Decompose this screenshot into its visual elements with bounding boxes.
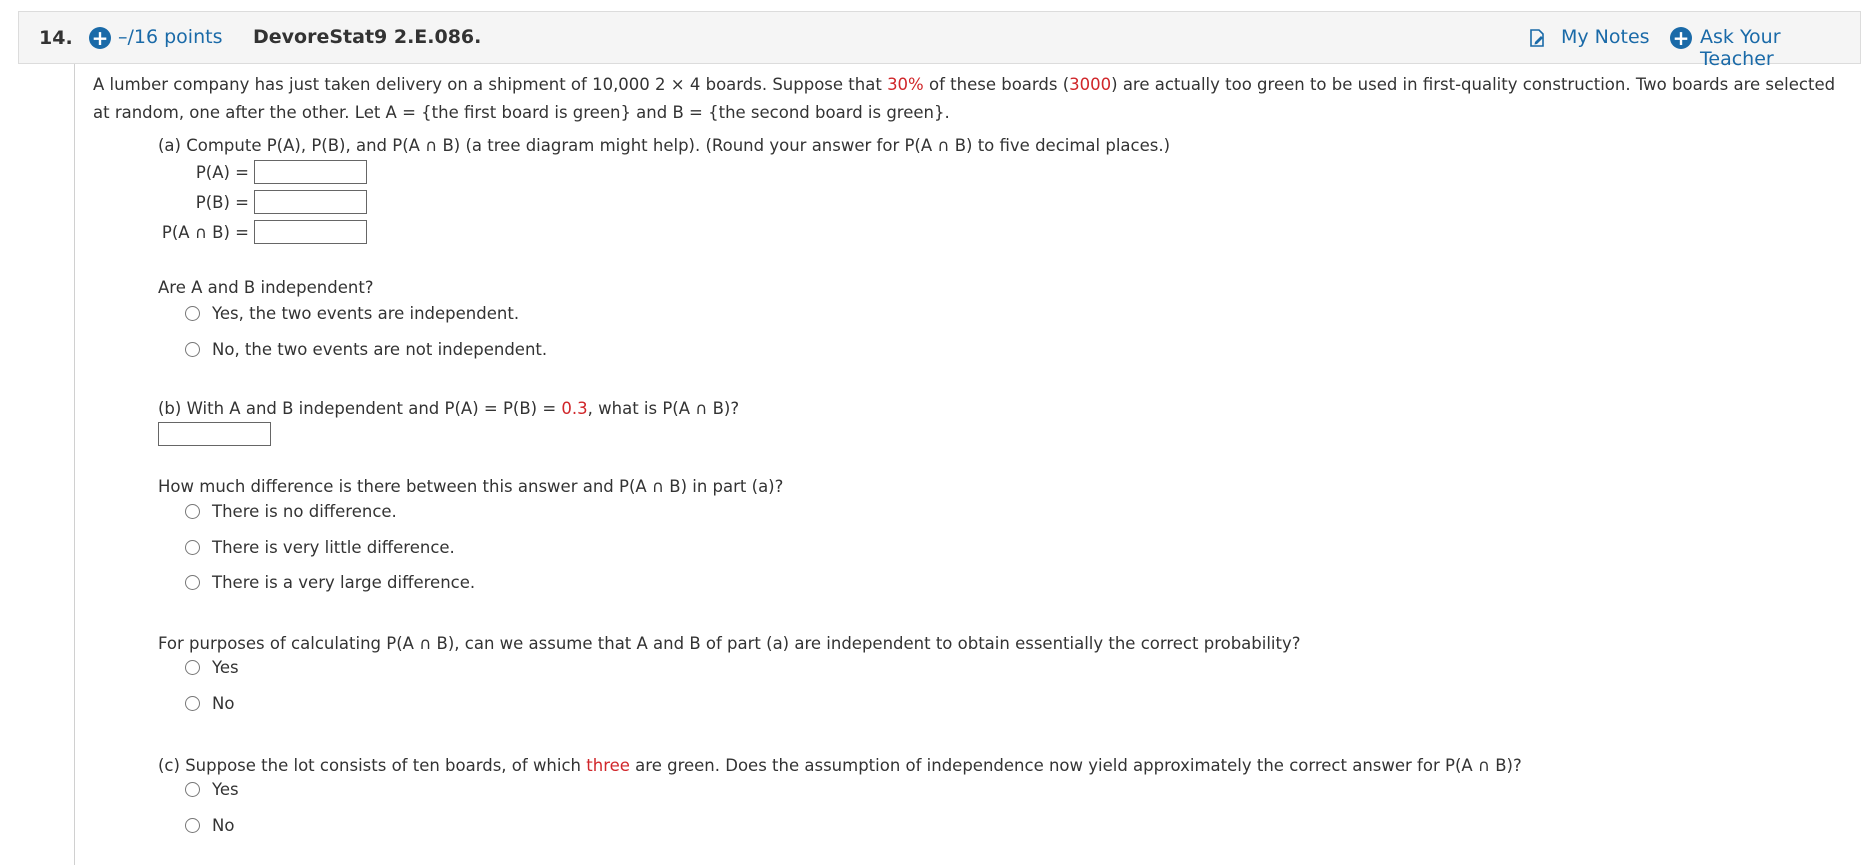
radio-assume-no[interactable] (185, 696, 200, 711)
ask-teacher-link[interactable]: Ask Your Teacher (1700, 26, 1781, 70)
option-label: No, the two events are not independent. (212, 340, 548, 359)
radio-assume-yes[interactable] (185, 660, 200, 675)
option-label: There is a very large difference. (212, 573, 476, 592)
assume-question: For purposes of calculating P(A ∩ B), can we assume that A and B of part (a) are independent to obtain essentially the correct probability? (158, 634, 1301, 653)
option-label: Yes, the two events are independent. (212, 304, 520, 323)
question-body-border (74, 64, 75, 865)
plus-circle-icon[interactable]: + (89, 27, 111, 49)
pa-label: P(A) = (195, 163, 249, 182)
pab-input[interactable] (254, 220, 367, 244)
option-label: Yes (212, 658, 239, 677)
pa-input[interactable] (254, 160, 367, 184)
question-number: 14. (39, 27, 73, 49)
pb-input[interactable] (254, 190, 367, 214)
points-link[interactable]: –/16 points (118, 26, 223, 48)
option-label: There is very little difference. (212, 538, 455, 557)
part-a-prompt: (a) Compute P(A), P(B), and P(A ∩ B) (a tree diagram might help). (Round your answer for P(A ∩ B) to five decimal places.) (158, 136, 1171, 155)
radio-large-difference[interactable] (185, 575, 200, 590)
question-header (18, 11, 1861, 70)
radio-no-difference[interactable] (185, 504, 200, 519)
part-b-input[interactable] (158, 422, 271, 446)
difference-question: How much difference is there between this answer and P(A ∩ B) in part (a)? (158, 477, 784, 496)
question-id: DevoreStat9 2.E.086. (253, 26, 482, 48)
my-notes-link[interactable]: My Notes (1561, 26, 1650, 48)
option-label: No (212, 816, 235, 835)
intro-line-1: A lumber company has just taken delivery on a shipment of 10,000 2 × 4 boards. Suppose that 30% of these boards (3000) are actually too green to be used in first-quality construction. Two boards are selected (93, 75, 1836, 94)
notes-icon[interactable] (1529, 29, 1545, 47)
radio-little-difference[interactable] (185, 540, 200, 555)
pab-label: P(A ∩ B) = (161, 223, 249, 242)
pb-label: P(B) = (195, 193, 249, 212)
radio-independent-no[interactable] (185, 342, 200, 357)
option-label: There is no difference. (212, 502, 397, 521)
radio-c-yes[interactable] (185, 782, 200, 797)
radio-independent-yes[interactable] (185, 306, 200, 321)
plus-circle-icon[interactable]: + (1670, 27, 1692, 49)
part-c-prompt: (c) Suppose the lot consists of ten boards, of which three are green. Does the assumption of independence now yield approximately the correct answer for P(A ∩ B)? (158, 756, 1522, 775)
option-label: No (212, 694, 235, 713)
intro-line-2: at random, one after the other. Let A = {the first board is green} and B = {the second board is green}. (93, 103, 950, 122)
option-label: Yes (212, 780, 239, 799)
independent-question: Are A and B independent? (158, 278, 374, 297)
radio-c-no[interactable] (185, 818, 200, 833)
part-b-prompt: (b) With A and B independent and P(A) = P(B) = 0.3, what is P(A ∩ B)? (158, 399, 740, 418)
